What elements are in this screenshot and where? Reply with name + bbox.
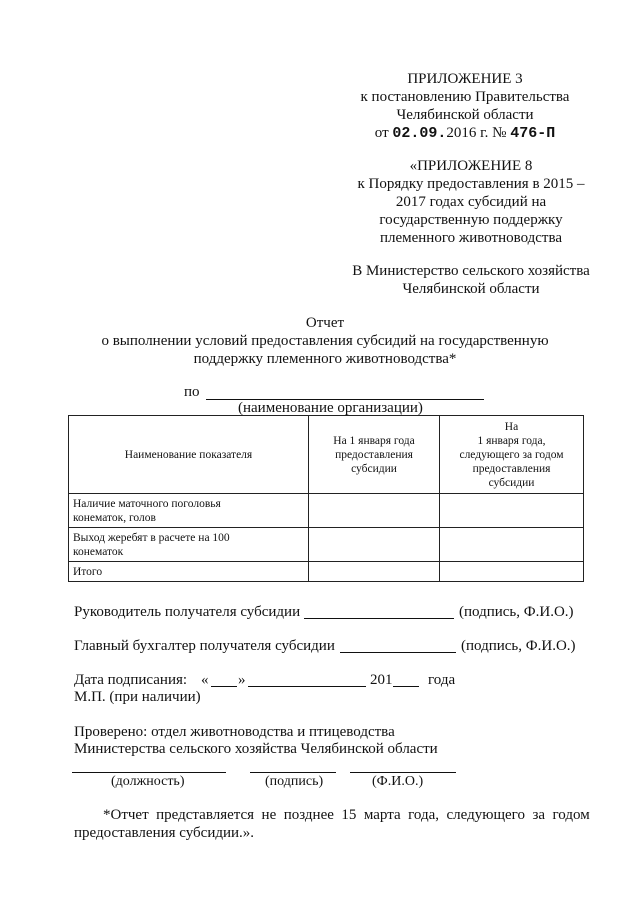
report-title xyxy=(60,314,590,368)
verified-line-1: Проверено: отдел животноводства и птицеводства xyxy=(74,724,395,740)
header-indicator: Наименование показателя xyxy=(69,416,309,494)
accountant-signature-label: Главный бухгалтер получателя субсидии xyxy=(74,638,335,654)
appendix-line-2: Челябинской области xyxy=(396,107,534,123)
row-label: Итого xyxy=(69,562,309,582)
inner-appendix-line-3: государственную поддержку xyxy=(379,212,563,228)
signing-date-label: Дата подписания: xyxy=(74,672,188,688)
report-table xyxy=(68,415,584,582)
head-signature-caption: (подпись, Ф.И.О.) xyxy=(459,604,574,620)
number-prefix: № xyxy=(492,125,507,141)
report-title-line-1: Отчет xyxy=(305,315,345,331)
addressee xyxy=(340,262,602,298)
addressee-line-1: В Министерство сельского хозяйства xyxy=(352,263,590,279)
table-cell[interactable] xyxy=(440,562,584,582)
date-prefix: от xyxy=(374,125,389,141)
organization-caption: (наименование организации) xyxy=(238,400,423,416)
signing-date-close-quote: » xyxy=(238,672,246,688)
signing-year-line[interactable] xyxy=(393,685,419,687)
inner-appendix-line-2: 2017 годах субсидий на xyxy=(395,194,547,210)
caption-name: (Ф.И.О.) xyxy=(372,774,424,789)
signing-year-prefix: 201 xyxy=(370,672,393,688)
inner-appendix-title: «ПРИЛОЖЕНИЕ 8 xyxy=(409,158,533,174)
table-cell[interactable] xyxy=(309,494,440,528)
table-cell[interactable] xyxy=(309,562,440,582)
footnote-line-1: *Отчет представляется не позднее 15 марта года, следующего за годом xyxy=(103,807,590,823)
table-cell[interactable] xyxy=(440,494,584,528)
report-title-line-2: о выполнении условий предоставления субсидий на государственную xyxy=(101,333,549,349)
appendix-date-line xyxy=(345,124,585,143)
addressee-line-2: Челябинской области xyxy=(402,281,540,297)
footnote-line-2: предоставления субсидии.». xyxy=(74,825,255,841)
date-value: 02.09. xyxy=(392,125,447,142)
table-row xyxy=(69,494,584,528)
accountant-signature-caption: (подпись, Ф.И.О.) xyxy=(461,638,576,654)
number-value: 476-П xyxy=(510,125,556,142)
organization-prefix: по xyxy=(184,384,200,400)
inner-appendix-line-4: племенного животноводства xyxy=(379,230,563,246)
header-col-3: На 1 января года, следующего за годом предоставления субсидии xyxy=(440,416,584,494)
row-label: Наличие маточного поголовья конематок, голов xyxy=(69,494,309,528)
appendix-line-1: к постановлению Правительства xyxy=(360,89,570,105)
table-row xyxy=(69,528,584,562)
table-header-row xyxy=(69,416,584,494)
table-cell[interactable] xyxy=(309,528,440,562)
inner-appendix-line-1: к Порядку предоставления в 2015 – xyxy=(357,176,585,192)
table-row xyxy=(69,562,584,582)
report-title-line-3: поддержку племенного животноводства* xyxy=(193,351,457,367)
signing-day-line[interactable] xyxy=(211,685,237,687)
table-cell[interactable] xyxy=(440,528,584,562)
signing-month-line[interactable] xyxy=(248,685,366,687)
inner-appendix xyxy=(340,157,602,247)
accountant-signature-line[interactable] xyxy=(340,651,456,653)
row-label: Выход жеребят в расчете на 100 конематок xyxy=(69,528,309,562)
head-signature-line[interactable] xyxy=(304,617,454,619)
stamp-note: М.П. (при наличии) xyxy=(74,689,201,705)
head-signature-label: Руководитель получателя субсидии xyxy=(74,604,301,620)
verified-line-2: Министерства сельского хозяйства Челябинской области xyxy=(74,741,438,757)
caption-signature: (подпись) xyxy=(265,774,324,789)
appendix-title: ПРИЛОЖЕНИЕ 3 xyxy=(407,71,523,87)
header-col-2: На 1 января года предоставления субсидии xyxy=(309,416,440,494)
appendix-header xyxy=(345,70,585,143)
signing-year-suffix: года xyxy=(428,672,456,688)
signing-date-open-quote: « xyxy=(201,672,209,688)
caption-position: (должность) xyxy=(111,774,185,789)
date-year: 2016 г. xyxy=(446,125,489,141)
